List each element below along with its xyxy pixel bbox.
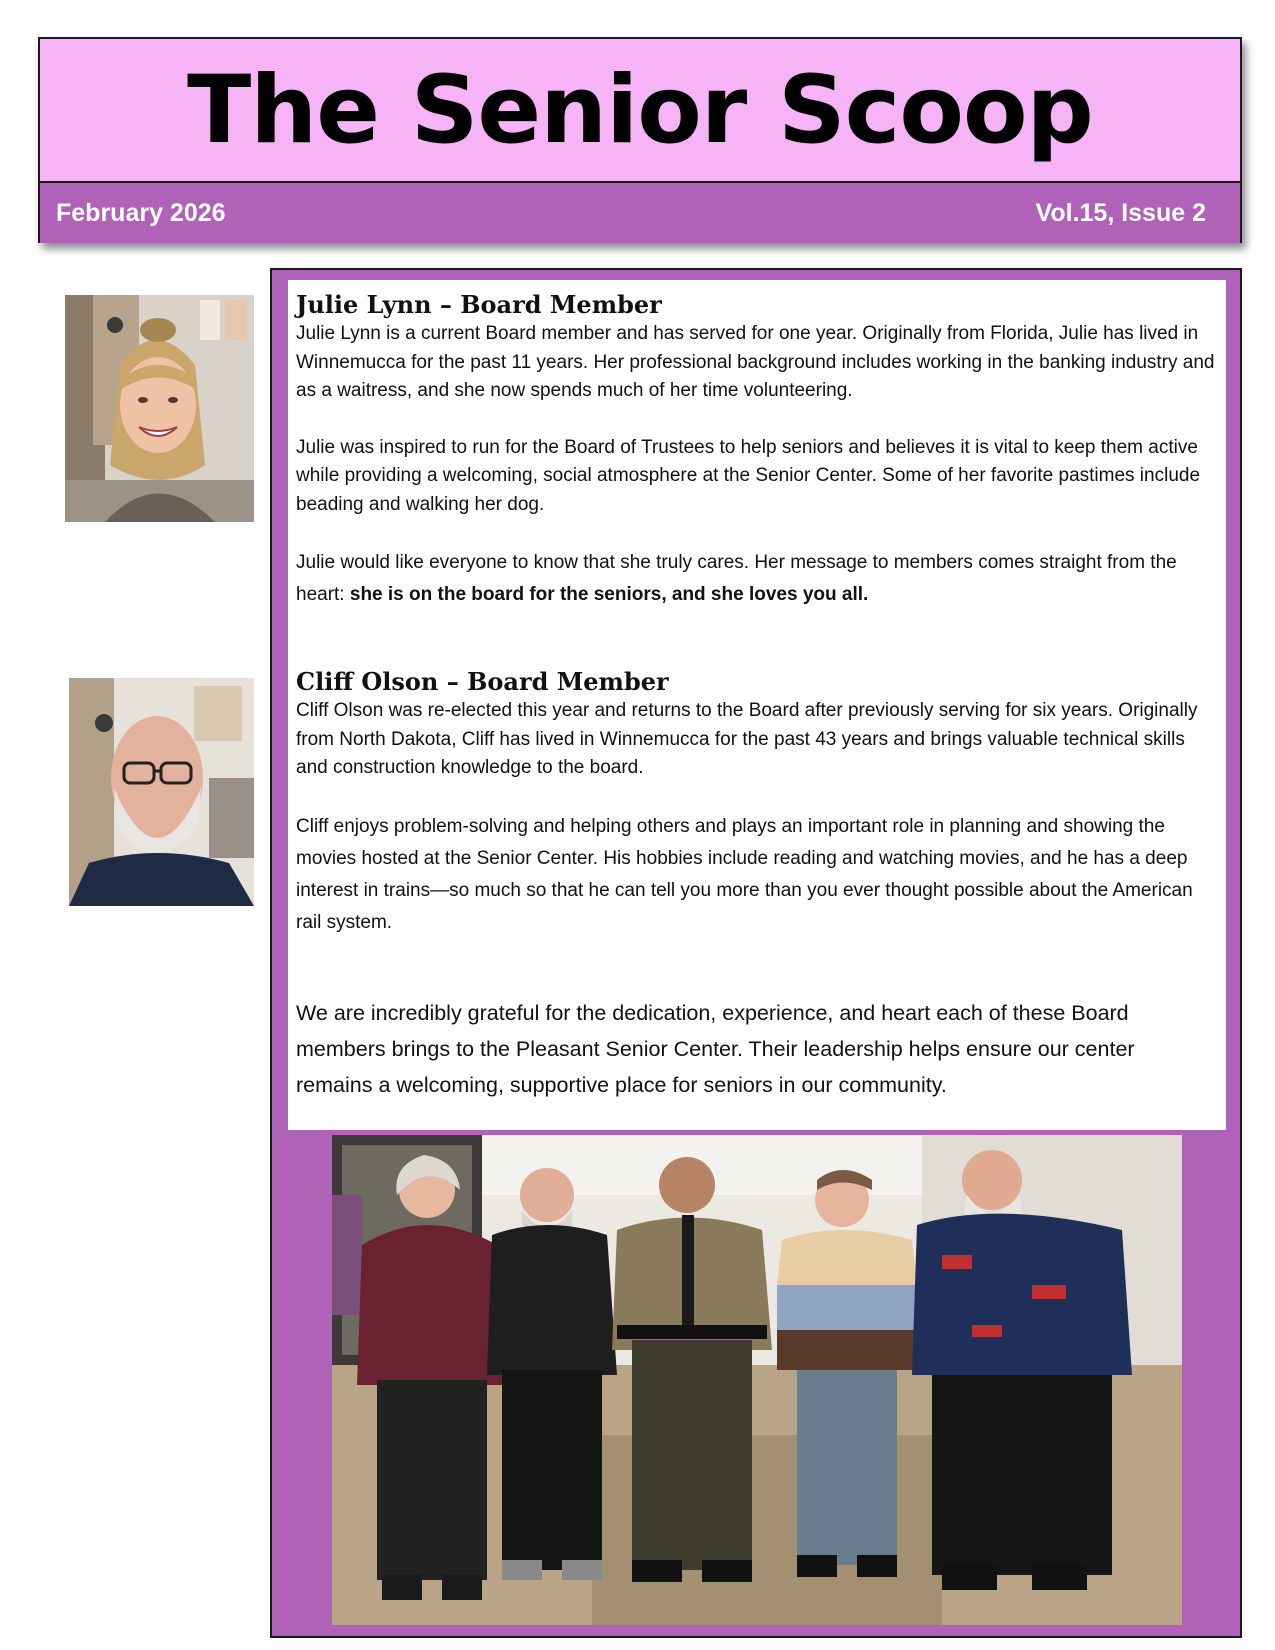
board-members-panel bbox=[270, 268, 1242, 1638]
article-heading: Cliff Olson – Board Member bbox=[296, 667, 669, 696]
article-paragraph: Julie Lynn is a current Board member and has served for one year. Originally from Florida, Julie has lived in Winnemucca for the past 11 years. Her professional background includes working in the banking industry and as a waitress, and she now spends much of her time volunteering. bbox=[296, 323, 1215, 401]
issue-band bbox=[40, 181, 1240, 243]
cliff-olson-photo bbox=[69, 678, 254, 906]
article-paragraph: Julie was inspired to run for the Board of Trustees to help seniors and believes it is vital to keep them active while providing a welcoming, social atmosphere at the Senior Center. Some of her favorite pastimes include beading and walking her dog. bbox=[296, 436, 1201, 515]
article-textbox bbox=[288, 280, 1226, 1130]
article-message bbox=[296, 547, 1216, 611]
closing-paragraph: We are incredibly grateful for the dedication, experience, and heart each of these Board members brings to the Pleasant Senior Center. Their leadership helps ensure our center remains a welcoming, supportive place for seniors in our community. bbox=[296, 1000, 1135, 1097]
cliff-olson-article bbox=[296, 667, 1216, 939]
message-bold: she is on the board for the seniors, and she loves you all. bbox=[349, 584, 869, 605]
issue-volume: Vol.15, Issue 2 bbox=[1035, 198, 1206, 227]
article-paragraph: Cliff enjoys problem-solving and helping others and plays an important role in planning and showing the movies hosted at the Senior Center. His hobbies include reading and watching movies, and he has a deep interest in trains—so much so that he can tell you more than you ever thought possible about the American rail system. bbox=[296, 815, 1193, 933]
message-lead: Julie would like everyone to know that she truly cares. Her message to members comes straight from the heart: bbox=[296, 552, 1177, 605]
board-group-photo bbox=[332, 1135, 1182, 1625]
julie-lynn-article bbox=[296, 290, 1216, 611]
issue-date: February 2026 bbox=[56, 198, 226, 227]
article-paragraph: Cliff Olson was re-elected this year and returns to the Board after previously serving for six years. Originally from North Dakota, Cliff has lived in Winnemucca for the past 43 years and brings valuable technical skills and construction knowledge to the board. bbox=[296, 700, 1198, 778]
article-heading: Julie Lynn – Board Member bbox=[296, 290, 662, 319]
newsletter-title: The Senior Scoop bbox=[187, 55, 1093, 165]
masthead bbox=[38, 37, 1242, 243]
julie-lynn-photo bbox=[65, 295, 254, 522]
